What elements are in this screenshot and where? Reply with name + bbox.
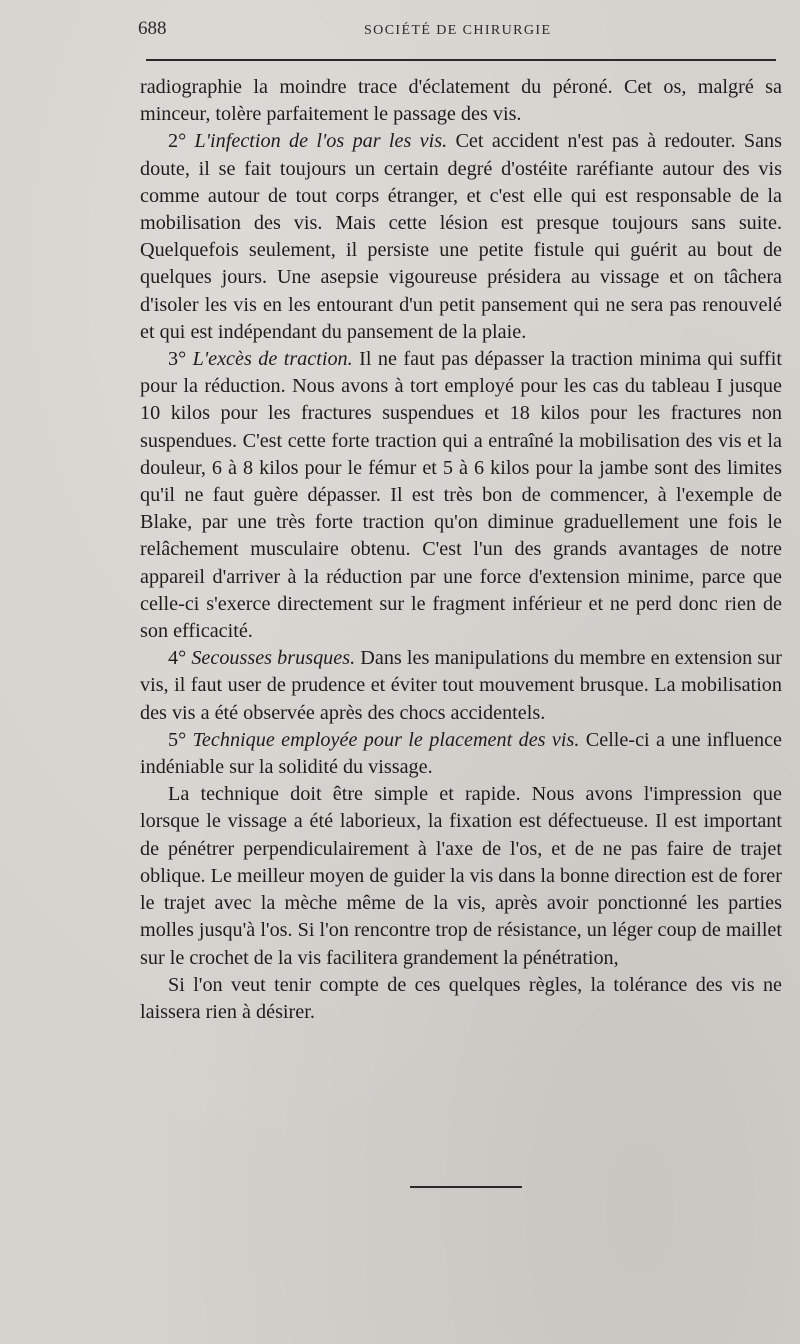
paragraph-conclusion — [140, 972, 782, 1026]
section-number: 2° — [168, 130, 187, 153]
paragraph-technique — [140, 727, 782, 781]
section-heading: Technique employée pour le placement des vis. — [192, 728, 580, 751]
body-text — [140, 74, 782, 1026]
running-head: SOCIÉTÉ DE CHIRURGIE — [364, 23, 552, 38]
section-number: 4° — [168, 647, 187, 670]
paragraph-text: Si l'on veut tenir compte de ces quelques règles, la tolérance des vis ne laissera rien à désirer. — [140, 973, 782, 1023]
paragraph-secousses — [140, 645, 782, 727]
paragraph-traction — [140, 346, 782, 645]
paragraph-continuation — [140, 74, 782, 128]
section-heading: Secousses brusques. — [191, 647, 356, 670]
page-number: 688 — [138, 18, 167, 39]
paragraph-text: Cet accident n'est pas à redouter. Sans doute, il se fait toujours un certain degré d'ostéite raréfiante autour des vis comme autour de tout corps étranger, et c'est elle qui est responsable de la mobilisation des vis. Mais cette lésion est presque toujours sans suite. Quelquefois seulement, il persiste une petite fistule qui guérit au bout de quelques jours. Une asepsie vigoureuse présidera au vissage et on tâchera d'isoler les vis en les entourant d'un petit pansement qui ne sera pas renouvelé et qui est indépendant du pansement de la plaie. — [140, 130, 783, 343]
end-rule — [410, 1186, 522, 1188]
paragraph-technique-detail — [140, 781, 782, 971]
paragraph-text: Il ne faut pas dépasser la traction minima qui suffit pour la réduction. Nous avons à tort employé pour les cas du tableau I jusque 10 kilos pour les fractures suspendues et 18 kilos pour les fractures non suspendues. C'est cette forte traction qui a entraîné la mobilisation des vis et la douleur, 6 à 8 kilos pour le fémur et 5 à 6 kilos pour la jambe sont des limites qu'il ne faut guère dépasser. Il est très bon de commencer, à l'exemple de Blake, par une très forte traction qu'on diminue graduellement une fois le relâchement musculaire obtenu. C'est l'un des grands avantages de notre appareil d'arriver à la réduction par une force d'extension minime, parce que celle-ci s'exerce directement sur le fragment inférieur et ne perd donc rien de son efficacité. — [140, 348, 782, 643]
section-heading: L'excès de traction. — [192, 348, 353, 371]
paragraph-text: La technique doit être simple et rapide. Nous avons l'impression que lorsque le vissage a été laborieux, la fixation est défectueuse. Il est important de pénétrer perpendiculairement à l'axe de l'os, et de ne pas faire de trajet oblique. Le meilleur moyen de guider la vis dans la bonne direction est de forer le trajet avec la mèche même de la vis, après avoir ponctionné les parties molles jusqu'à l'os. Si l'on rencontre trop de résistance, un léger coup de maillet sur le crochet de la vis facilitera grandement la pénétration, — [140, 783, 782, 969]
paragraph-text: Dans les manipulations du membre en extension sur vis, il faut user de prudence et éviter tout mouvement brusque. La mobilisation des vis a été observée après des chocs accidentels. — [140, 647, 782, 724]
header-rule — [146, 59, 776, 61]
paragraph-text: Celle-ci a une influence indéniable sur la solidité du vissage. — [140, 728, 783, 779]
paragraph-infection — [140, 128, 782, 346]
section-number: 3° — [168, 348, 187, 371]
page-header — [138, 14, 778, 48]
paragraph-text: radiographie la moindre trace d'éclatement du péroné. Cet os, malgré sa minceur, tolère parfaitement le passage des vis. — [140, 76, 782, 126]
section-number: 5° — [168, 728, 187, 751]
section-heading: L'infection de l'os par les vis. — [194, 130, 448, 153]
